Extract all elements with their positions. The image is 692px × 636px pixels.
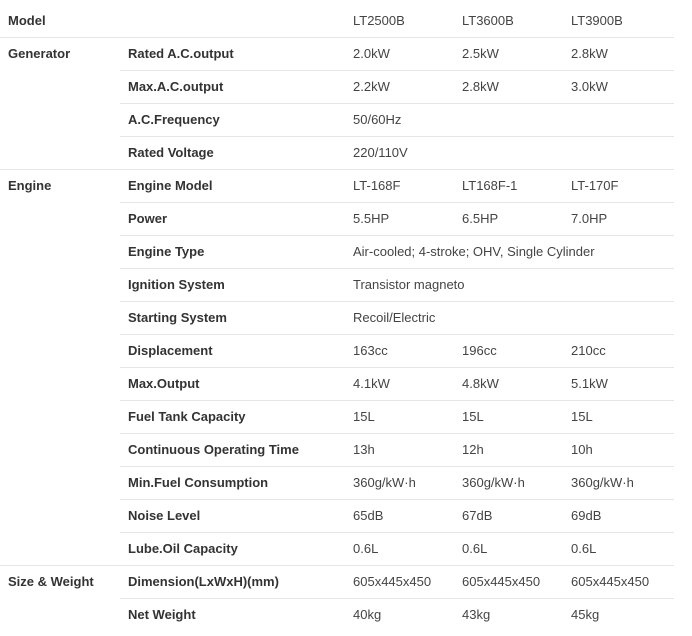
- spec-label: Engine Model: [128, 178, 213, 193]
- row-divider: [120, 532, 674, 533]
- spec-label: Net Weight: [128, 607, 196, 622]
- spec-value: 3.0kW: [571, 79, 608, 94]
- model-column-header: LT3600B: [462, 13, 514, 28]
- spec-value: 360g/kW·h: [462, 475, 525, 490]
- spec-value: 69dB: [571, 508, 602, 523]
- row-divider: [120, 499, 674, 500]
- spec-value: 13h: [353, 442, 375, 457]
- spec-value: 67dB: [462, 508, 493, 523]
- model-column-header: LT3900B: [571, 13, 623, 28]
- table-row: [0, 202, 674, 235]
- spec-value: 45kg: [571, 607, 600, 622]
- model-column-header: LT2500B: [353, 13, 405, 28]
- spec-label: A.C.Frequency: [128, 112, 220, 127]
- spec-label: Power: [128, 211, 168, 226]
- spec-value: Transistor magneto: [353, 277, 465, 292]
- spec-value: Air-cooled; 4-stroke; OHV, Single Cylinder: [353, 244, 595, 259]
- row-divider: [120, 400, 674, 401]
- row-divider: [120, 103, 674, 104]
- table-row: [0, 565, 674, 598]
- table-row: [0, 499, 674, 532]
- table-row: [0, 301, 674, 334]
- spec-label: Engine Type: [128, 244, 205, 259]
- spec-label: Fuel Tank Capacity: [128, 409, 246, 424]
- spec-value: 2.2kW: [353, 79, 390, 94]
- spec-value: 2.8kW: [571, 46, 608, 61]
- spec-value: 196cc: [462, 343, 497, 358]
- spec-value: 15L: [571, 409, 593, 424]
- spec-value: Recoil/Electric: [353, 310, 436, 325]
- spec-value: 4.8kW: [462, 376, 499, 391]
- group-label: Generator: [8, 46, 71, 61]
- spec-label: Dimension(LxWxH)(mm): [128, 574, 279, 589]
- group-label: Engine: [8, 178, 52, 193]
- spec-value: LT-168F: [353, 178, 401, 193]
- row-divider: [120, 334, 674, 335]
- spec-value: 210cc: [571, 343, 606, 358]
- table-row: [0, 433, 674, 466]
- table-row: [0, 136, 674, 169]
- spec-label: Max.Output: [128, 376, 200, 391]
- group-label: Size & Weight: [8, 574, 94, 589]
- table-row: [0, 37, 674, 70]
- spec-value: 65dB: [353, 508, 384, 523]
- table-row: [0, 334, 674, 367]
- spec-value: 50/60Hz: [353, 112, 402, 127]
- spec-value: 43kg: [462, 607, 491, 622]
- row-divider: [120, 433, 674, 434]
- spec-value: 10h: [571, 442, 593, 457]
- table-row: [0, 598, 674, 631]
- spec-label: Ignition System: [128, 277, 225, 292]
- spec-value: 4.1kW: [353, 376, 390, 391]
- spec-label: Rated Voltage: [128, 145, 214, 160]
- table-row: [0, 103, 674, 136]
- spec-value: 360g/kW·h: [353, 475, 416, 490]
- spec-value: 15L: [462, 409, 484, 424]
- spec-value: 2.0kW: [353, 46, 390, 61]
- table-row: [0, 466, 674, 499]
- row-divider: [120, 466, 674, 467]
- table-header-row: [0, 4, 674, 37]
- row-divider: [120, 268, 674, 269]
- spec-label: Continuous Operating Time: [128, 442, 299, 457]
- spec-value: 605x445x450: [571, 574, 650, 589]
- table-row: [0, 532, 674, 565]
- spec-value: 2.5kW: [462, 46, 499, 61]
- row-divider: [120, 598, 674, 599]
- spec-label: Noise Level: [128, 508, 201, 523]
- spec-value: 7.0HP: [571, 211, 608, 226]
- spec-value: 163cc: [353, 343, 388, 358]
- row-divider: [120, 367, 674, 368]
- spec-value: 605x445x450: [462, 574, 541, 589]
- spec-value: 0.6L: [571, 541, 597, 556]
- row-divider: [120, 70, 674, 71]
- spec-value: 220/110V: [353, 145, 408, 160]
- header-label: Model: [8, 13, 46, 28]
- spec-label: Min.Fuel Consumption: [128, 475, 269, 490]
- spec-label: Lube.Oil Capacity: [128, 541, 238, 556]
- spec-value: 0.6L: [353, 541, 379, 556]
- spec-label: Rated A.C.output: [128, 46, 234, 61]
- table-row: [0, 70, 674, 103]
- spec-value: 605x445x450: [353, 574, 432, 589]
- spec-label: Max.A.C.output: [128, 79, 224, 94]
- row-divider: [120, 136, 674, 137]
- row-divider: [120, 202, 674, 203]
- table-row: [0, 367, 674, 400]
- spec-value: 2.8kW: [462, 79, 499, 94]
- table-row: [0, 268, 674, 301]
- spec-value: 5.1kW: [571, 376, 608, 391]
- row-divider: [120, 301, 674, 302]
- table-row: [0, 235, 674, 268]
- spec-label: Displacement: [128, 343, 213, 358]
- spec-value: 15L: [353, 409, 375, 424]
- table-row: [0, 400, 674, 433]
- spec-value: 40kg: [353, 607, 382, 622]
- row-divider: [0, 169, 674, 170]
- spec-value: LT168F-1: [462, 178, 518, 193]
- row-divider: [120, 235, 674, 236]
- spec-value: 0.6L: [462, 541, 488, 556]
- spec-value: LT-170F: [571, 178, 619, 193]
- row-divider: [0, 565, 674, 566]
- spec-value: 360g/kW·h: [571, 475, 634, 490]
- spec-label: Starting System: [128, 310, 227, 325]
- spec-value: 12h: [462, 442, 484, 457]
- table-row: [0, 169, 674, 202]
- row-divider: [0, 37, 674, 38]
- spec-value: 6.5HP: [462, 211, 499, 226]
- spec-value: 5.5HP: [353, 211, 390, 226]
